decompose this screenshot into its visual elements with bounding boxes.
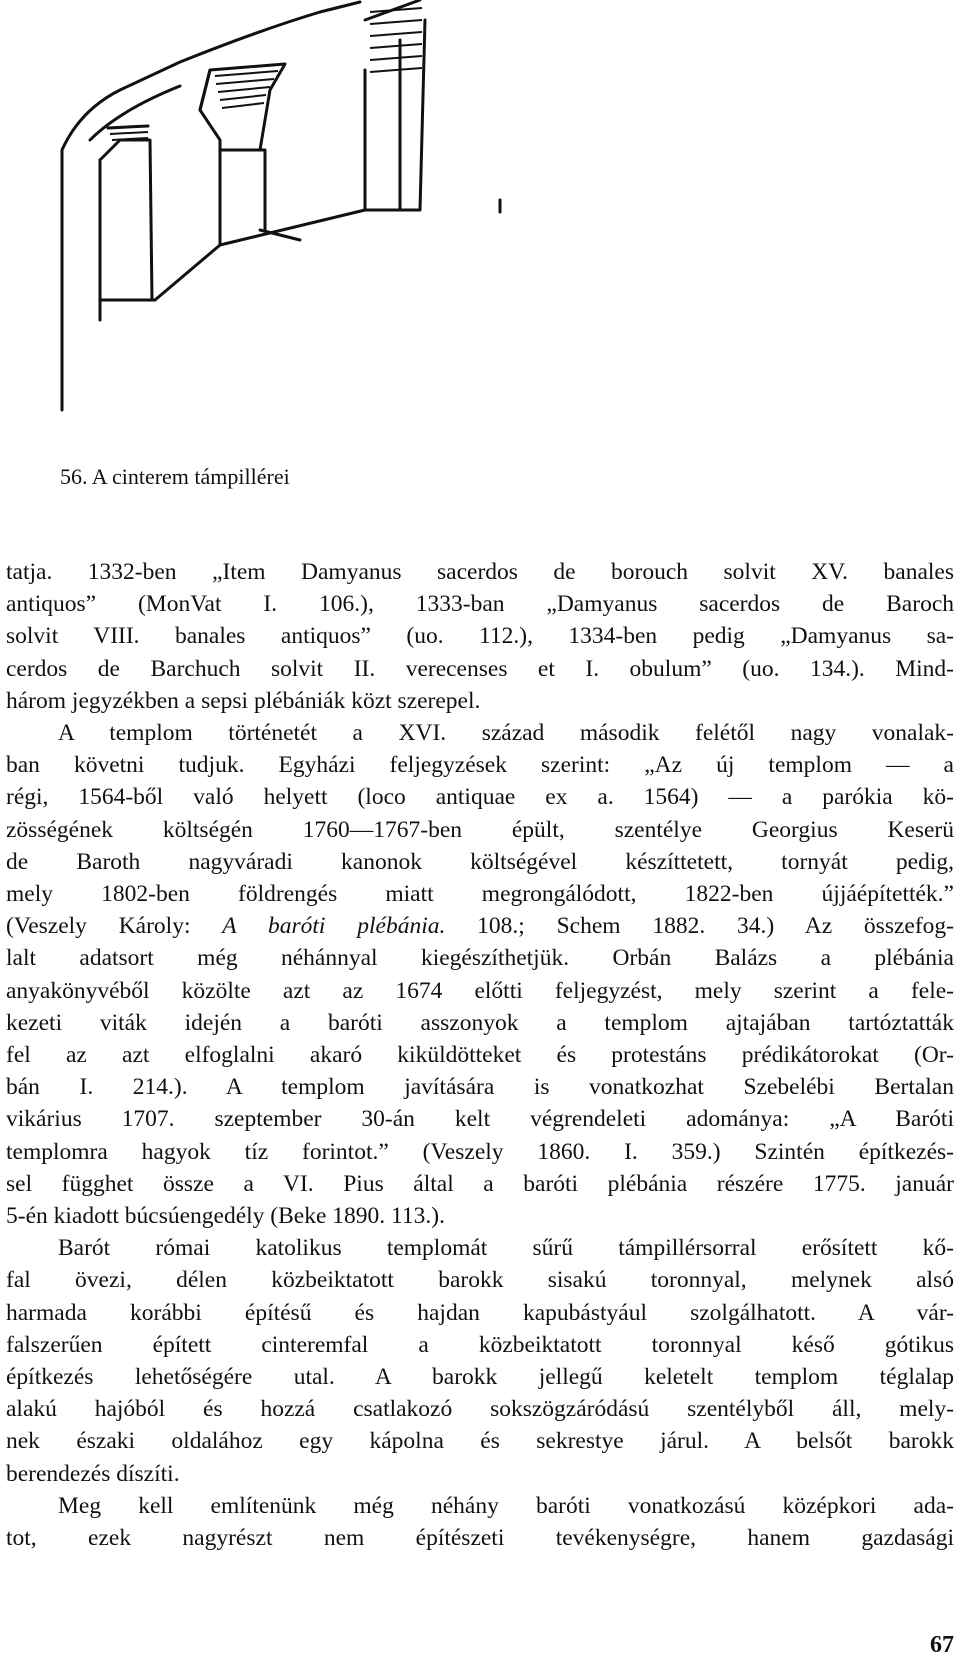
text-line: Meg kell említenünk még néhány baróti vonatkozású középkori ada- — [58, 1492, 954, 1519]
text-line: régi, 1564-ből való helyett (loco antiquae ex a. 1564) — a parókia kö- — [6, 784, 954, 811]
text-segment: (Veszely Károly: — [6, 913, 223, 940]
text-line: kezeti viták idején a baróti asszonyok a templom ajtajában tartóztatták — [6, 1009, 954, 1036]
text-line: tatja. 1332-ben „Item Damyanus sacerdos de borouch solvit XV. banales — [6, 559, 954, 585]
text-line: alakú hajóból és hozzá csatlakozó sokszögzáródású szentélyből áll, mely- — [6, 1396, 954, 1423]
text-line: cerdos de Barchuch solvit II. verecenses et I. obulum” (uo. 134.). Mind- — [6, 655, 954, 682]
text-segment: l — [6, 945, 13, 972]
text-line: építkezés lehetőségére utal. A barokk jellegű keletelt templom téglalap — [6, 1364, 954, 1391]
text-segment: alt adatsort még néhánnyal kiegészíthetjük. Orbán Balázs a plébánia — [12, 945, 954, 972]
text-line: antiquos” (MonVat I. 106.), 1333-ban „Damyanus sacerdos de Baroch — [6, 591, 954, 618]
figure-caption: 56. A cinterem támpillérei — [60, 464, 290, 489]
text-line: fel az azt elfoglalni akaró kiküldötteket és protestáns prédikátorokat (Or- — [6, 1042, 954, 1069]
text-line: tot, ezek nagyrészt nem építészeti tevékenységre, hanem gazdasági — [6, 1525, 954, 1552]
text-line: anyakönyvéből közölte azt az 1674 előtti feljegyzést, mely szerint a fele- — [6, 977, 954, 1004]
text-line — [6, 942, 954, 974]
text-segment: 108.; Schem 1882. 34.) Az összefog- — [445, 913, 954, 940]
page-number: 67 — [930, 1632, 954, 1658]
text-line: harmada korábbi építésű és hajdan kapubástyául szolgálhatott. A vár- — [6, 1299, 954, 1326]
text-line: mely 1802-ben földrengés miatt megrongálódott, 1822-ben újjáépítették.” — [6, 881, 954, 908]
text-line: fal övezi, délen közbeiktatott barokk sisakú toronnyal, melynek alsó — [6, 1267, 954, 1294]
text-line: templomra hagyok tíz forintot.” (Veszely 1860. I. 359.) Szintén építkezés- — [6, 1138, 954, 1165]
text-line: nek északi oldalához egy kápolna és sekrestye járul. A belsőt barokk — [6, 1428, 954, 1455]
text-line: sel függhet össze a VI. Pius által a baróti plébánia részére 1775. január — [6, 1170, 954, 1197]
text-line: Barót római katolikus templomát sűrű támpillérsorral erősített kő- — [58, 1235, 954, 1262]
text-line: A templom történetét a XVI. század második felétől nagy vonalak- — [58, 720, 954, 747]
text-line: bán I. 214.). A templom javítására is vonatkozhat Szebelébi Bertalan — [6, 1074, 954, 1101]
text-line: falszerűen épített cinteremfal a közbeiktatott toronnyal késő gótikus — [6, 1331, 954, 1358]
text-line: solvit VIII. banales antiquos” (uo. 112.), 1334-ben pedig „Damyanus sa- — [6, 623, 954, 650]
body-text — [6, 556, 954, 1554]
text-line: 5-én kiadott búcsúengedély (Beke 1890. 113.). — [6, 1203, 445, 1230]
text-line: zösségének költségén 1760—1767-ben épült, szentélye Georgius Keserü — [6, 816, 954, 843]
text-line: ban követni tudjuk. Egyházi feljegyzések szerint: „Az új templom — a — [6, 752, 954, 779]
text-line-mixed — [6, 910, 954, 942]
text-line: berendezés díszíti. — [6, 1460, 180, 1487]
italic-title: A baróti plébánia. — [222, 913, 446, 940]
text-line: három jegyzékben a sepsi plébániák közt szerepel. — [6, 687, 481, 714]
text-line: de Baroth nagyváradi kanonok költségével készíttetett, tornyát pedig, — [6, 848, 954, 875]
buttress-sketch-figure — [60, 0, 580, 440]
text-line: vikárius 1707. szeptember 30-án kelt végrendeleti adománya: „A Baróti — [6, 1106, 954, 1133]
